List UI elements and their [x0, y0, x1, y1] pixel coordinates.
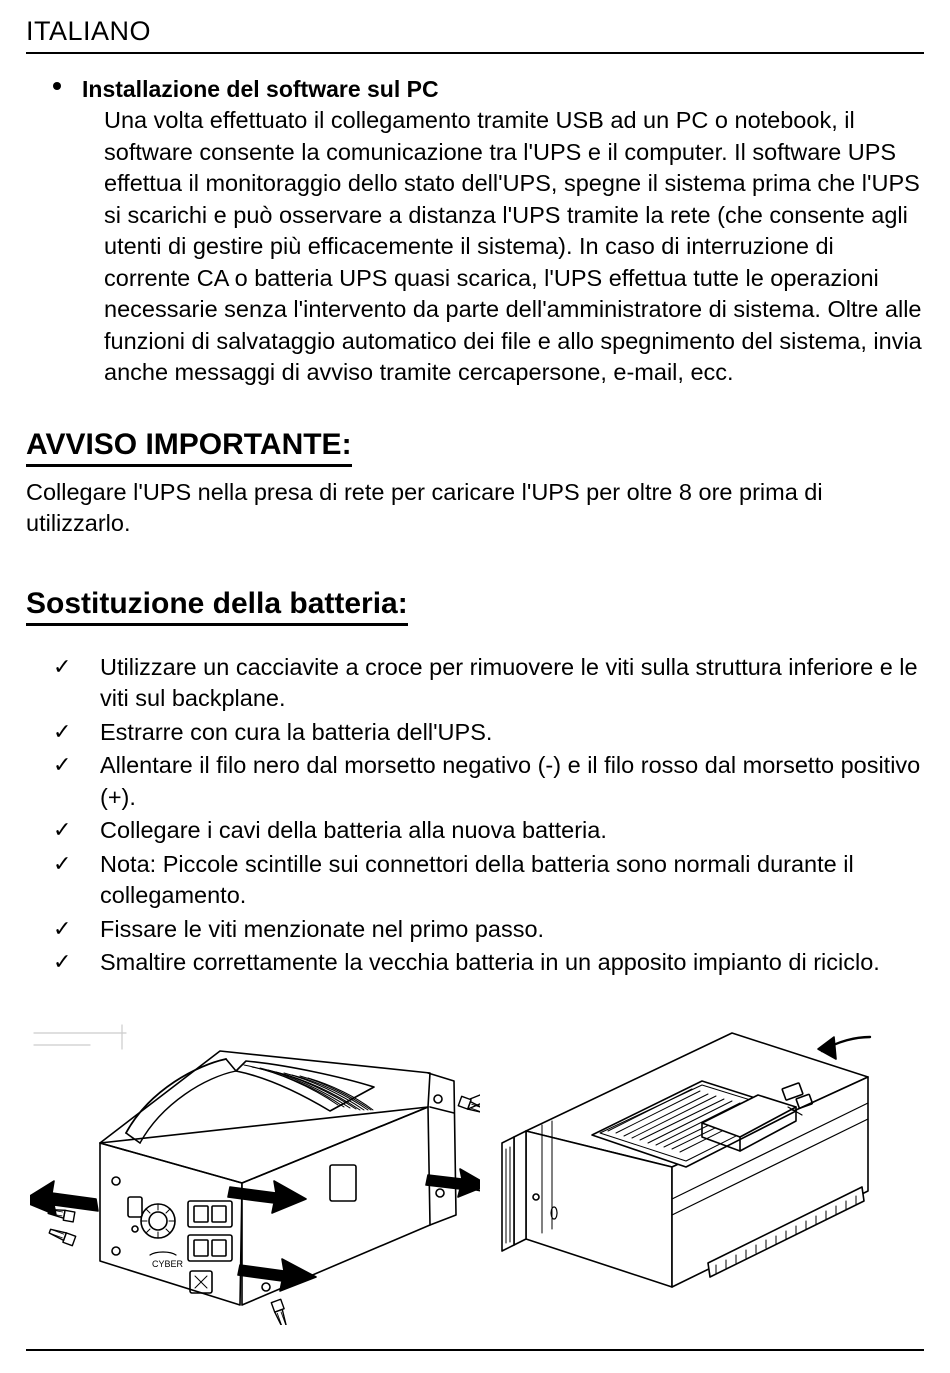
check-mark-icon: ✓: [53, 850, 72, 876]
important-notice-heading: AVVISO IMPORTANTE:: [26, 427, 352, 467]
bullet-dot-icon: [53, 82, 61, 90]
list-item-text: Fissare le viti menzionate nel primo passo.: [100, 915, 545, 942]
check-mark-icon: ✓: [53, 915, 72, 941]
important-notice-body: Collegare l'UPS nella presa di rete per caricare l'UPS per oltre 8 ore prima di utilizzarlo.: [26, 478, 823, 536]
check-mark-icon: ✓: [53, 817, 72, 842]
list-item: [26, 849, 924, 912]
ups-rear-screws-diagram: [30, 1015, 480, 1330]
list-item: [26, 815, 924, 847]
check-mark-icon: ✓: [53, 718, 72, 744]
check-mark-icon: ✓: [53, 653, 72, 679]
figures-row: [26, 1015, 924, 1345]
software-installation-body: Una volta effettuato il collegamento tramite USB ad un PC o notebook, il software consente la comunicazione tra l'UPS e il computer. Il software UPS effettua il monitoraggio dello stato dell'UPS, spegne il sistema prima che l'UPS si scarichi e può osservare a distanza l'UPS tramite la rete (che consente agli utenti di gestire più efficacemente il sistema). In caso di interruzione di corrente CA o batteria UPS quasi scarica, l'UPS effettua tutte le operazioni necessarie senza l'intervento da parte dell'amministratore di sistema. Oltre alle funzioni di salvataggio automatico dei file e allo spegnimento del sistema, invia anche messaggi di avviso tramite cercapersone, e-mail, ecc.: [104, 107, 922, 385]
footer-divider: [26, 1349, 924, 1351]
check-mark-icon: ✓: [53, 949, 72, 974]
list-item: [26, 652, 924, 715]
battery-replacement-steps: [26, 652, 924, 979]
list-item-text: Allentare il filo nero dal morsetto negativo (-) e il filo rosso dal morsetto positivo (+).: [100, 752, 921, 810]
software-installation-heading: Installazione del software sul PC: [82, 76, 439, 102]
list-item: [26, 947, 924, 979]
header-divider: [26, 52, 924, 54]
important-notice-section: [26, 407, 924, 540]
list-item-text: Smaltire correttamente la vecchia batteria in un apposito impianto di riciclo.: [100, 949, 880, 975]
list-item: [26, 914, 924, 946]
list-item-text: Utilizzare un cacciavite a croce per rimuovere le viti sulla struttura inferiore e le viti sul backplane.: [100, 653, 918, 711]
list-item-text: Nota: Piccole scintille sui connettori della batteria sono normali durante il collegamento.: [100, 850, 854, 908]
page-header-language: ITALIANO: [26, 16, 152, 46]
check-mark-icon: ✓: [53, 752, 72, 777]
battery-replacement-heading: Sostituzione della batteria:: [26, 586, 408, 626]
list-item-text: Collegare i cavi della batteria alla nuova batteria.: [100, 817, 607, 843]
battery-replacement-section: [26, 566, 924, 979]
svg-text:CYBER: CYBER: [152, 1258, 184, 1269]
software-installation-section: [26, 74, 924, 389]
list-item: [26, 750, 924, 813]
list-item-text: Estrarre con cura la batteria dell'UPS.: [100, 718, 493, 745]
list-item: [26, 717, 924, 749]
ups-front-panel-open-diagram: [496, 1015, 916, 1330]
